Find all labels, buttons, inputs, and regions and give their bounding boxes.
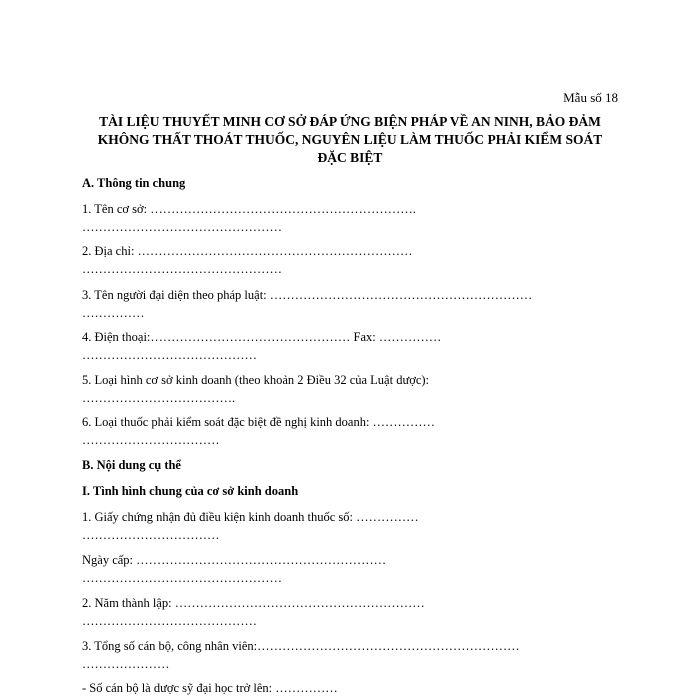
field-founding-year: 2. Năm thành lập: …………………………………………………… bbox=[82, 596, 425, 610]
title-line-2: KHÔNG THẤT THOÁT THUỐC, NGUYÊN LIỆU LÀM THUỐC PHẢI KIỂM SOÁT bbox=[97, 132, 603, 147]
field-total-staff: 3. Tổng số cán bộ, công nhân viên:……………………………………………………… bbox=[82, 639, 520, 653]
field-address: 2. Địa chỉ: ………………………………………………………… bbox=[82, 244, 413, 258]
field-legal-representative-continued: …………… bbox=[82, 306, 145, 320]
field-business-type-continued: ………………………………. bbox=[82, 391, 236, 405]
section-a-heading: A. Thông tin chung bbox=[82, 176, 186, 190]
field-facility-name-continued: ………………………………………… bbox=[82, 220, 282, 234]
field-business-type: 5. Loại hình cơ sở kinh doanh (theo khoản 2 Điều 32 của Luật dược): bbox=[82, 373, 430, 387]
field-certificate-number: 1. Giấy chứng nhận đủ điều kiện kinh doanh thuốc số: …………… bbox=[82, 510, 419, 524]
field-total-staff-continued: ………………… bbox=[82, 657, 170, 671]
field-address-continued: ………………………………………… bbox=[82, 262, 282, 276]
field-controlled-drug-type: 6. Loại thuốc phải kiểm soát đặc biệt đề nghị kinh doanh: …………… bbox=[82, 415, 436, 429]
field-pharmacist-count: - Số cán bộ là dược sỹ đại học trở lên: …………… bbox=[82, 681, 338, 695]
field-phone-fax-continued: …………………………………… bbox=[82, 348, 257, 362]
title-line-1: TÀI LIỆU THUYẾT MINH CƠ SỞ ĐÁP ỨNG BIỆN PHÁP VỀ AN NINH, BẢO ĐẢM bbox=[99, 114, 601, 129]
field-facility-name: 1. Tên cơ sở: ………………………………………………………. bbox=[82, 202, 416, 216]
field-controlled-drug-type-continued: …………………………… bbox=[82, 433, 220, 447]
field-certificate-number-continued: …………………………… bbox=[82, 528, 220, 542]
field-issue-date-continued: ………………………………………… bbox=[82, 571, 282, 585]
section-b-heading: B. Nội dung cụ thể bbox=[82, 458, 181, 472]
field-phone-fax: 4. Điện thoại:………………………………………… Fax: …………… bbox=[82, 330, 442, 344]
field-founding-year-continued: …………………………………… bbox=[82, 614, 257, 628]
field-issue-date: Ngày cấp: …………………………………………………… bbox=[82, 553, 387, 567]
field-legal-representative: 3. Tên người đại diện theo pháp luật: ……………………………………………………… bbox=[82, 288, 533, 302]
section-b-subheading: I. Tình hình chung của cơ sở kinh doanh bbox=[82, 484, 299, 498]
document-title bbox=[70, 113, 630, 167]
form-code: Mẫu số 18 bbox=[563, 90, 618, 105]
title-line-3: ĐẶC BIỆT bbox=[317, 150, 383, 165]
